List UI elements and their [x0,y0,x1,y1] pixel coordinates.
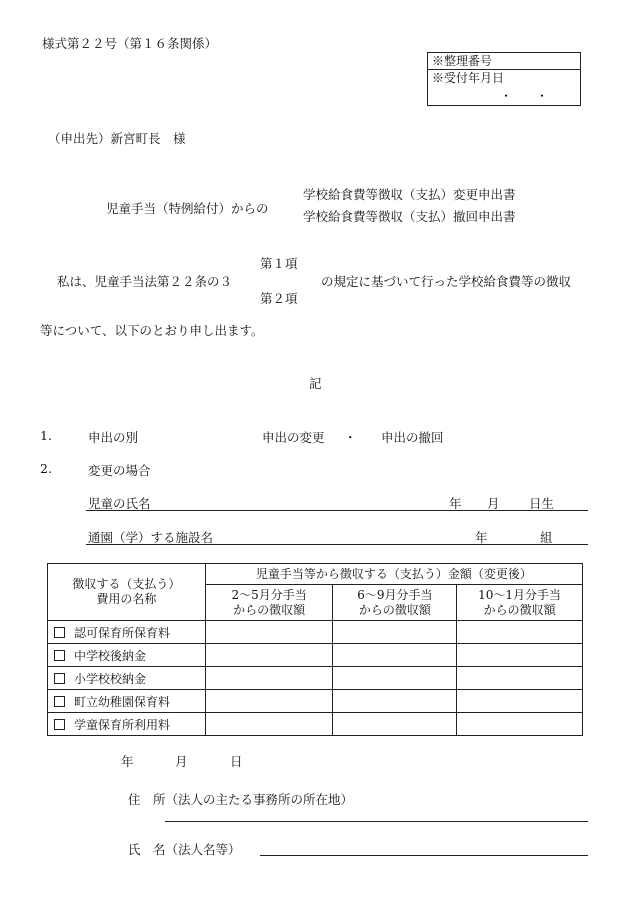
child-name-label: 児童の氏名 [88,496,151,511]
table-row [48,713,583,736]
amount-cell[interactable] [205,644,333,667]
col-header-jun-sep: 6～9月分手当からの徴収額 [333,585,457,621]
col-header-oct-jan: 10～1月分手当からの徴収額 [457,585,583,621]
address-label: 住 所（法人の主たる事務所の所在地） [128,792,354,807]
amount-cell[interactable] [457,667,583,690]
checkbox[interactable] [54,696,65,707]
receipt-box [427,52,581,106]
class-label: 組 [540,530,553,545]
grade-label: 年 [475,530,488,545]
table-row [48,667,583,690]
option-separator: ・ [344,430,357,445]
facility-label: 通園（学）する施設名 [88,530,214,545]
birth-month-label: 月 [487,496,500,511]
amount-cell[interactable] [205,621,333,644]
date-year-label: 年 [121,754,134,769]
birth-year-label: 年 [449,496,462,511]
section-1-label: 申出の別 [88,430,139,445]
body-lead: 私は、児童手当法第２２条の３ [57,274,233,289]
amount-cell[interactable] [457,690,583,713]
name-field[interactable] [260,855,588,856]
fee-name: 認可保育所保育料 [74,625,171,640]
amount-cell[interactable] [333,621,457,644]
option-withdraw[interactable]: 申出の撤回 [381,430,444,445]
title-option-change[interactable]: 学校給食費等徴収（支払）変更申出書 [303,187,516,202]
receipt-date-dots: ・ ・ [500,89,549,103]
name-label: 氏 名（法人名等） [128,842,241,857]
checkbox[interactable] [54,627,65,638]
date-month-label: 月 [175,754,188,769]
amount-cell[interactable] [457,713,583,736]
col-header-feb-may: 2～5月分手当からの徴収額 [205,585,333,621]
amount-cell[interactable] [205,690,333,713]
title-option-withdraw[interactable]: 学校給食費等徴収（支払）撤回申出書 [303,209,516,224]
checkbox[interactable] [54,673,65,684]
clause-1[interactable]: 第１項 [260,256,298,271]
fee-table [47,563,583,736]
body-tail: の規定に基づいて行った学校給食費等の徴収 [321,274,572,289]
fee-name: 学童保育所利用料 [74,717,171,732]
section-2-number: 2. [40,461,52,476]
table-row [48,644,583,667]
amount-cell[interactable] [333,713,457,736]
facility-field[interactable] [86,544,588,545]
clause-2[interactable]: 第２項 [260,291,298,306]
child-name-field[interactable] [86,510,588,511]
option-change[interactable]: 申出の変更 [262,430,325,445]
section-2-label: 変更の場合 [88,463,151,478]
amount-cell[interactable] [333,690,457,713]
amount-cell[interactable] [333,644,457,667]
address-field[interactable] [165,821,588,822]
reference-number-label: ※整理番号 [428,53,580,70]
form-number: 様式第２２号（第１６条関係） [42,36,218,51]
title-prefix: 児童手当（特例給付）からの [106,201,269,216]
birth-day-label: 日生 [529,496,555,511]
body-line-2: 等について、以下のとおり申し出ます。 [40,323,264,338]
amount-cell[interactable] [205,667,333,690]
date-day-label: 日 [230,754,243,769]
fee-name: 小学校校納金 [74,671,147,686]
table-row [48,621,583,644]
checkbox[interactable] [54,650,65,661]
amount-cell[interactable] [457,644,583,667]
fee-name: 町立幼稚園保育料 [74,694,171,709]
addressee: （申出先）新宮町長 様 [48,131,186,146]
checkbox[interactable] [54,719,65,730]
fee-name-header: 徴収する（支払う）費用の名称 [48,564,206,621]
ki-heading: 記 [309,376,322,391]
table-row [48,690,583,713]
amount-cell[interactable] [205,713,333,736]
amount-cell[interactable] [333,667,457,690]
amount-group-header: 児童手当等から徴収する（支払う）金額（変更後） [205,564,582,585]
amount-cell[interactable] [457,621,583,644]
fee-name: 中学校後納金 [74,648,147,663]
receipt-date-label: ※受付年月日 [432,71,505,85]
section-1-number: 1. [40,428,52,443]
